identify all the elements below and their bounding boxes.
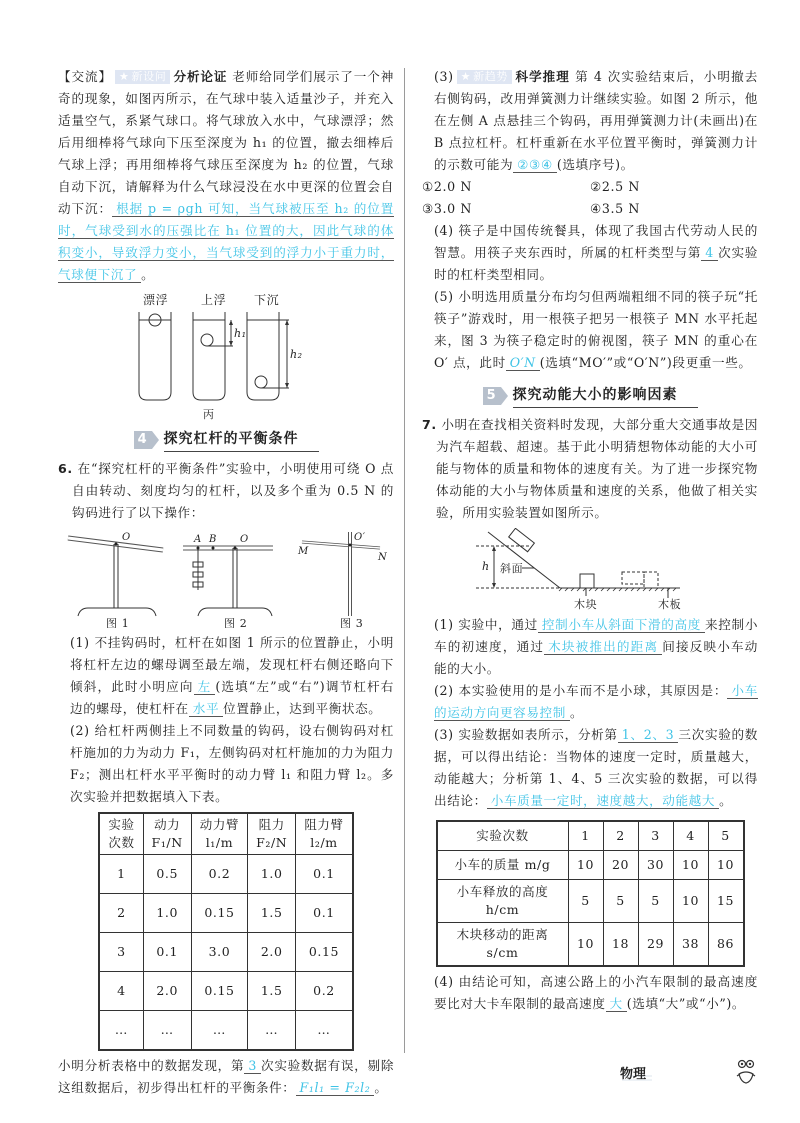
svg-text:图 3: 图 3 [340, 617, 364, 628]
mascot-icon [735, 1058, 757, 1086]
question-6-stem: 6. 在“探究杠杆的平衡条件”实验中，小明使用可绕 O 点自由转动、刻度均匀的杠杆，以及多个重为 0.5 N 的钩码进行了以下操作： [58, 461, 394, 520]
left-column [58, 66, 394, 1099]
exchange-heading: 分析论证 [173, 69, 228, 84]
question-6-part-3: (3) ★ 新趋势 科学推理 第 4 次实验结束后，小明撤去右侧钩码，改用弹簧测力计继续实验。如图 2 所示，他在左侧 A 点悬挂三个钩码，再用弹簧测力计(未画出)在 B 点拉杠杆。杠杆重新在水平位置平衡时，弹簧测力计的示数可能为 ②③④ (选填序号)。 [434, 69, 758, 172]
svg-text:丙: 丙 [203, 408, 215, 421]
question-number: 7. [422, 417, 437, 432]
svg-text:O′: O′ [354, 532, 366, 543]
option-3: ③3.0 N [422, 201, 472, 216]
answer-position: 水平 [189, 701, 223, 717]
svg-text:B: B [209, 534, 217, 545]
question-6-part-5: (5) 小明选用质量分布均匀但两端粗细不同的筷子玩“托筷子”游戏时，用一根筷子把另一根筷子 MN 水平托起来，图 3 为筷子稳定时的俯视图，筷子 MN 的重心在 O′ 点，此时 O′N (选填“MO′”或“O′N”)段更重一些。 [434, 289, 758, 370]
star-icon: ★ [460, 70, 472, 83]
answer-reflect-method: 木块被推出的距离 [544, 639, 662, 655]
incline-figure [422, 528, 758, 610]
answer-heavier-segment: O′N [506, 355, 540, 371]
svg-text:M: M [298, 546, 309, 557]
section-4-header [58, 428, 394, 452]
lever-data-table [98, 812, 353, 1051]
question-7-part-2: (2) 本实验使用的是小车而不是小球，其原因是： 小车的运动方向更容易控制 。 [434, 683, 758, 720]
exchange-paragraph: 【交流】 ★ 新设问 分析论证 老师给同学们展示了一个神奇的现象，如图丙所示，在气球中装入适量沙子，并充入适量空气，系紧气球口。将气球放入水中，气球漂浮；然后用细棒将气球向下压至深度为 h₁ 的位置，撤去细棒后气球上浮；再用细棒将气球压至深度为 h₂ 的位置，气球自动下沉，请解释为什么气球浸没在水中更深的位置会自动下沉： 根据 p = ρgh 可知，当气球被压至 h₂ 的位置时，气球受到水的压强比在 h₁ 位置的大，因此气球的体积变小，导致浮力变小，当气球受到的浮力小于重力时，气球便下沉了 。 [58, 69, 394, 282]
section-title: 探究动能大小的影响因素 [513, 384, 698, 408]
section-5-header [422, 384, 758, 408]
right-column [422, 66, 758, 1015]
answer-lever-type: 4 [701, 245, 718, 261]
option-1: ①2.0 N [422, 179, 472, 194]
lever-figures [58, 528, 394, 628]
figure-bing [58, 292, 394, 422]
table-row: 3 0.1 3.0 2.0 0.15 [99, 933, 352, 972]
table-row: 小车的质量 m/g 10 20 30 10 10 [437, 851, 744, 880]
answer-trials: 1、2、3 [618, 727, 679, 743]
kinetic-energy-table [436, 820, 745, 967]
question-7-stem: 7. 小明在查找相关资料时发现，大部分重大交通事故是因为汽车超载、超速。基于此小明猜想物体动能的大小可能与物体的质量和物体的速度有关。为了进一步探究物体动能的大小与物体质量和速度的关系，他做了相关实验，所用实验装置如图所示。 [422, 417, 759, 520]
svg-text:上浮: 上浮 [201, 293, 227, 307]
exchange-text: 老师给同学们展示了一个神奇的现象，如图丙所示，在气球中装入适量沙子，并充入适量空气，系紧气球口。将气球放入水中，气球漂浮；然后用细棒将气球向下压至深度为 h₁ 的位置，撤去细棒后气球上浮；再用细棒将气球压至深度为 h₂ 的位置，气球自动下沉，请解释为什么气球浸没在水中更深的位置会自动下沉： [58, 69, 394, 216]
options-row-2 [422, 198, 758, 220]
p3-heading: 科学推理 [514, 69, 570, 84]
answer-speed-limit: 大 [606, 996, 627, 1012]
table-row: … … … … … [99, 1011, 352, 1051]
question-6-part-2: (2) 给杠杆两侧挂上不同数量的钩码，设右侧钩码对杠杆施加的力为动力 F₁，左侧钩码对杠杆施加的力为阻力 F₂；测出杠杆水平平衡时的动力臂 l₁ 和阻力臂 l₂。多次实验并把数据填入下表。 [70, 723, 394, 804]
svg-text:h₂: h₂ [290, 348, 303, 361]
section-number-badge: 4 [134, 431, 152, 449]
question-6-part-1: (1) 不挂钩码时，杠杆在如图 1 所示的位置静止，小明将杠杆左边的螺母调至最左端，发现杠杆右侧还略向下倾斜，此时小明应向 左 (选填“左”或“右”)调节杠杆右边的螺母，使杠杆在 水平 位置静止，达到平衡状态。 [70, 635, 394, 716]
svg-text:漂浮: 漂浮 [143, 293, 169, 307]
answer-direction: 左 [194, 679, 216, 695]
table-row: 实验次数 1 2 3 4 5 [437, 821, 744, 851]
answer-spring-scale: ②③④ [513, 157, 557, 173]
answer-wrong-trial: 3 [244, 1058, 261, 1074]
svg-text:斜面: 斜面 [500, 562, 524, 575]
answer-reason: 小车的运动方向更容易控制 [434, 683, 758, 720]
svg-text:木块: 木块 [574, 598, 598, 610]
question-7-part-4: (4) 由结论可知，高速公路上的小汽车限制的最高速度要比对大卡车限制的最高速度 大 (选填“大”或“小”)。 [434, 974, 758, 1011]
svg-text:h₁: h₁ [234, 327, 247, 340]
svg-text:下沉: 下沉 [254, 293, 280, 307]
answer-balance-condition: F₁l₁ = F₂l₂ [296, 1080, 375, 1096]
incline-cart-diagram [470, 528, 710, 610]
question-6-analysis: 小明分析表格中的数据发现，第 3 次实验数据有误，剔除这组数据后，初步得出杠杆的平衡条件： F₁l₁ = F₂l₂ 。 [58, 1058, 395, 1095]
option-2: ②2.5 N [590, 179, 640, 194]
exchange-label: 【交流】 [58, 69, 113, 84]
question-7-part-3: (3) 实验数据如表所示，分析第 1、2、3 三次实验的数据，可以得出结论：当物体的速度一定时，质量越大，动能越大；分析第 1、4、5 三次实验的数据，可以得出结论： 小车质量一定时，速度越大，动能越大 。 [434, 727, 758, 808]
question-6-part-4: (4) 筷子是中国传统餐具，体现了我国古代劳动人民的智慧。用筷子夹东西时，所属的杠杆类型与第 4 次实验时的杠杆类型相同。 [434, 223, 758, 282]
answer-control-method: 控制小车从斜面下滑的高度 [538, 617, 705, 633]
question-number: 6. [58, 461, 73, 476]
footer-subject: 物理 [620, 1067, 647, 1082]
svg-text:N: N [378, 552, 388, 563]
svg-text:h: h [482, 560, 490, 573]
table-row: 4 2.0 0.15 1.5 0.2 [99, 972, 352, 1011]
question-7-part-1: (1) 实验中，通过 控制小车从斜面下滑的高度 来控制小车的初速度，通过 木块被推出的距离 间接反映小车动能的大小。 [434, 617, 759, 676]
svg-text:木板: 木板 [658, 598, 682, 610]
section-number-badge: 5 [483, 387, 501, 405]
star-icon: ★ [119, 70, 130, 83]
svg-text:图 1: 图 1 [106, 617, 130, 628]
table-header-row: 实验 次数 动力 F₁/N 动力臂 l₁/m 阻力 F₂/N 阻力臂 l₂/m [99, 813, 352, 855]
table-row: 木块移动的距离 s/cm 10 18 29 38 86 [437, 923, 744, 967]
svg-text:O: O [240, 534, 249, 545]
table-row: 小车释放的高度 h/cm 5 5 5 10 15 [437, 880, 744, 923]
svg-text:O: O [122, 532, 131, 543]
exchange-answer: 根据 p = ρgh 可知，当气球被压至 h₂ 的位置时，气球受到水的压强比在 h₁ 位置的大，因此气球的体积变小，导致浮力变小，当气球受到的浮力小于重力时，气球便下沉了 [58, 201, 394, 282]
section-title: 探究杠杆的平衡条件 [164, 428, 319, 452]
table-row: 1 0.5 0.2 1.0 0.1 [99, 855, 352, 894]
new-question-tag: ★ 新设问 [115, 70, 170, 84]
answer-conclusion: 小车质量一定时，速度越大，动能越大 [487, 793, 719, 809]
options-row-1 [422, 176, 758, 198]
svg-text:A: A [194, 534, 202, 545]
option-4: ④3.5 N [590, 201, 640, 216]
lever-diagrams [58, 528, 394, 628]
svg-text:图 2: 图 2 [224, 617, 248, 628]
new-trend-tag: ★ 新趋势 [457, 70, 512, 84]
column-divider [404, 68, 405, 1053]
balloon-tubes-diagram [121, 292, 331, 422]
table-row: 2 1.0 0.15 1.5 0.1 [99, 894, 352, 933]
